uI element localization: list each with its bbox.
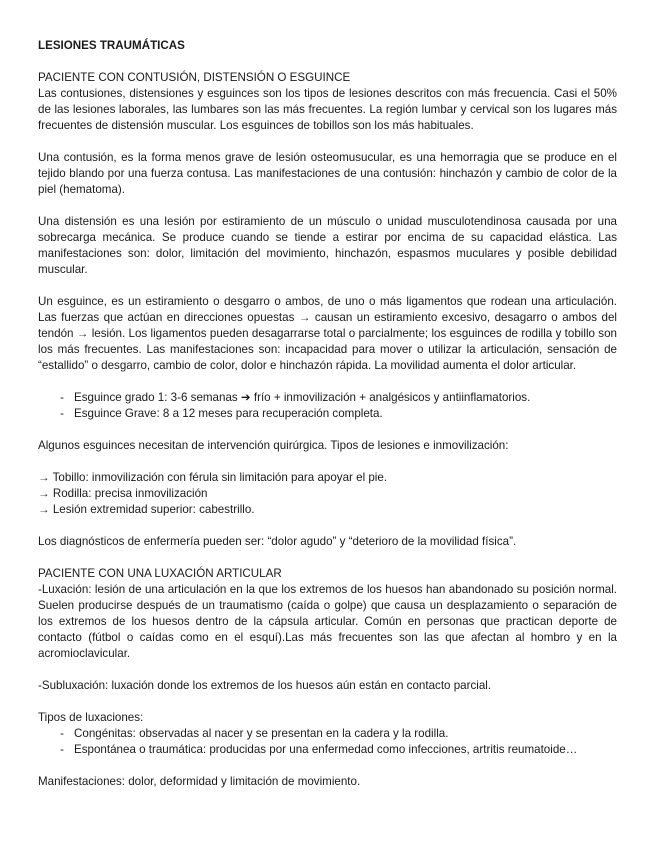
- section-heading-luxacion: PACIENTE CON UNA LUXACIÓN ARTICULAR: [38, 567, 282, 580]
- paragraph-surgery: Algunos esguinces necesitan de intervención quirúrgica. Tipos de lesiones e inmovilización:: [38, 439, 509, 452]
- luxation-types-list: [38, 726, 617, 758]
- paragraph-esguince: Un esguince, es un estiramiento o desgarro o ambos, de uno o más ligamentos que rodean una articulación. Las fuerzas que actúan en direcciones opuestas → causan un estiramiento excesivo, desagarro o ambos del tendón → lesión. Los ligamentos pueden desagarrarse total o parcialmente; los esguinces de rodilla y tobillo son los más frecuentes. Las manifestaciones son: incapacidad para mover o utilizar la articulación, sensación de “estallido” o desgarro, cambio de color, dolor e hinchazón rápida. La movilidad aumenta el dolor articular.: [38, 295, 617, 372]
- list-item: - Congénitas: observadas al nacer y se presentan en la cadera y la rodilla.: [38, 726, 617, 742]
- paragraph-luxacion: -Luxación: lesión de una articulación en la que los extremos de los huesos han abandonado su posición normal. Suelen producirse después de un traumatismo (caída o golpe) que causa un desplazamiento o separación de los extremos de los huesos dentro de la cápsula articular. Común en personas que practican deporte de contacto (fútbol o caídas como en el esquí).Las más frecuentes son las que afectan al hombro y en la acromioclavicular.: [38, 583, 617, 660]
- immobilization-list: [38, 470, 617, 518]
- paragraph-intro: Las contusiones, distensiones y esguinces son los tipos de lesiones descritos con más frecuencia. Casi el 50% de las lesiones laborales, las lumbares son las más frecuentes. La región lumbar y cervical son los lugares más frecuentes de distensión muscular. Los esguinces de tobillos son los más habituales.: [38, 87, 617, 132]
- document-title: LESIONES TRAUMÁTICAS: [38, 39, 185, 52]
- list-item: - Esguince Grave: 8 a 12 meses para recuperación completa.: [38, 406, 617, 422]
- list-item: - Espontánea o traumática: producidas por una enfermedad como infecciones, artritis reumatoide…: [38, 742, 617, 758]
- document-page: [38, 38, 617, 790]
- paragraph-subluxacion: -Subluxación: luxación donde los extremos de los huesos aún están en contacto parcial.: [38, 679, 492, 692]
- list-item: → Rodilla: precisa inmovilización: [38, 487, 208, 500]
- esguince-grades-list: [38, 390, 617, 422]
- list-item: → Tobillo: inmovilización con férula sin limitación para apoyar el pie.: [38, 471, 388, 484]
- list-item: → Lesión extremidad superior: cabestrillo.: [38, 503, 255, 516]
- paragraph-diagnoses: Los diagnósticos de enfermería pueden ser: “dolor agudo” y “deterioro de la movilidad física”.: [38, 535, 517, 548]
- paragraph-manifestations: Manifestaciones: dolor, deformidad y limitación de movimiento.: [38, 775, 361, 788]
- list-item: - Esguince grado 1: 3-6 semanas ➔ frío + inmovilización + analgésicos y antiinflamatorios.: [38, 390, 617, 406]
- luxation-types-label: Tipos de luxaciones:: [38, 711, 144, 724]
- paragraph-distension: Una distensión es una lesión por estiramiento de un músculo o unidad musculotendinosa causada por una sobrecarga mecánica. Se produce cuando se tiende a estirar por encima de su capacidad elástica. Las manifestaciones son: dolor, limitación del movimiento, hinchazón, espasmos muculares y posible debilidad muscular.: [38, 215, 617, 276]
- section-heading-contusion: PACIENTE CON CONTUSIÓN, DISTENSIÓN O ESGUINCE: [38, 71, 351, 84]
- paragraph-contusion: Una contusión, es la forma menos grave de lesión osteomusucular, es una hemorragia que se produce en el tejido blando por una fuerza contusa. Las manifestaciones de una contusión: hinchazón y cambio de color de la piel (hematoma).: [38, 151, 617, 196]
